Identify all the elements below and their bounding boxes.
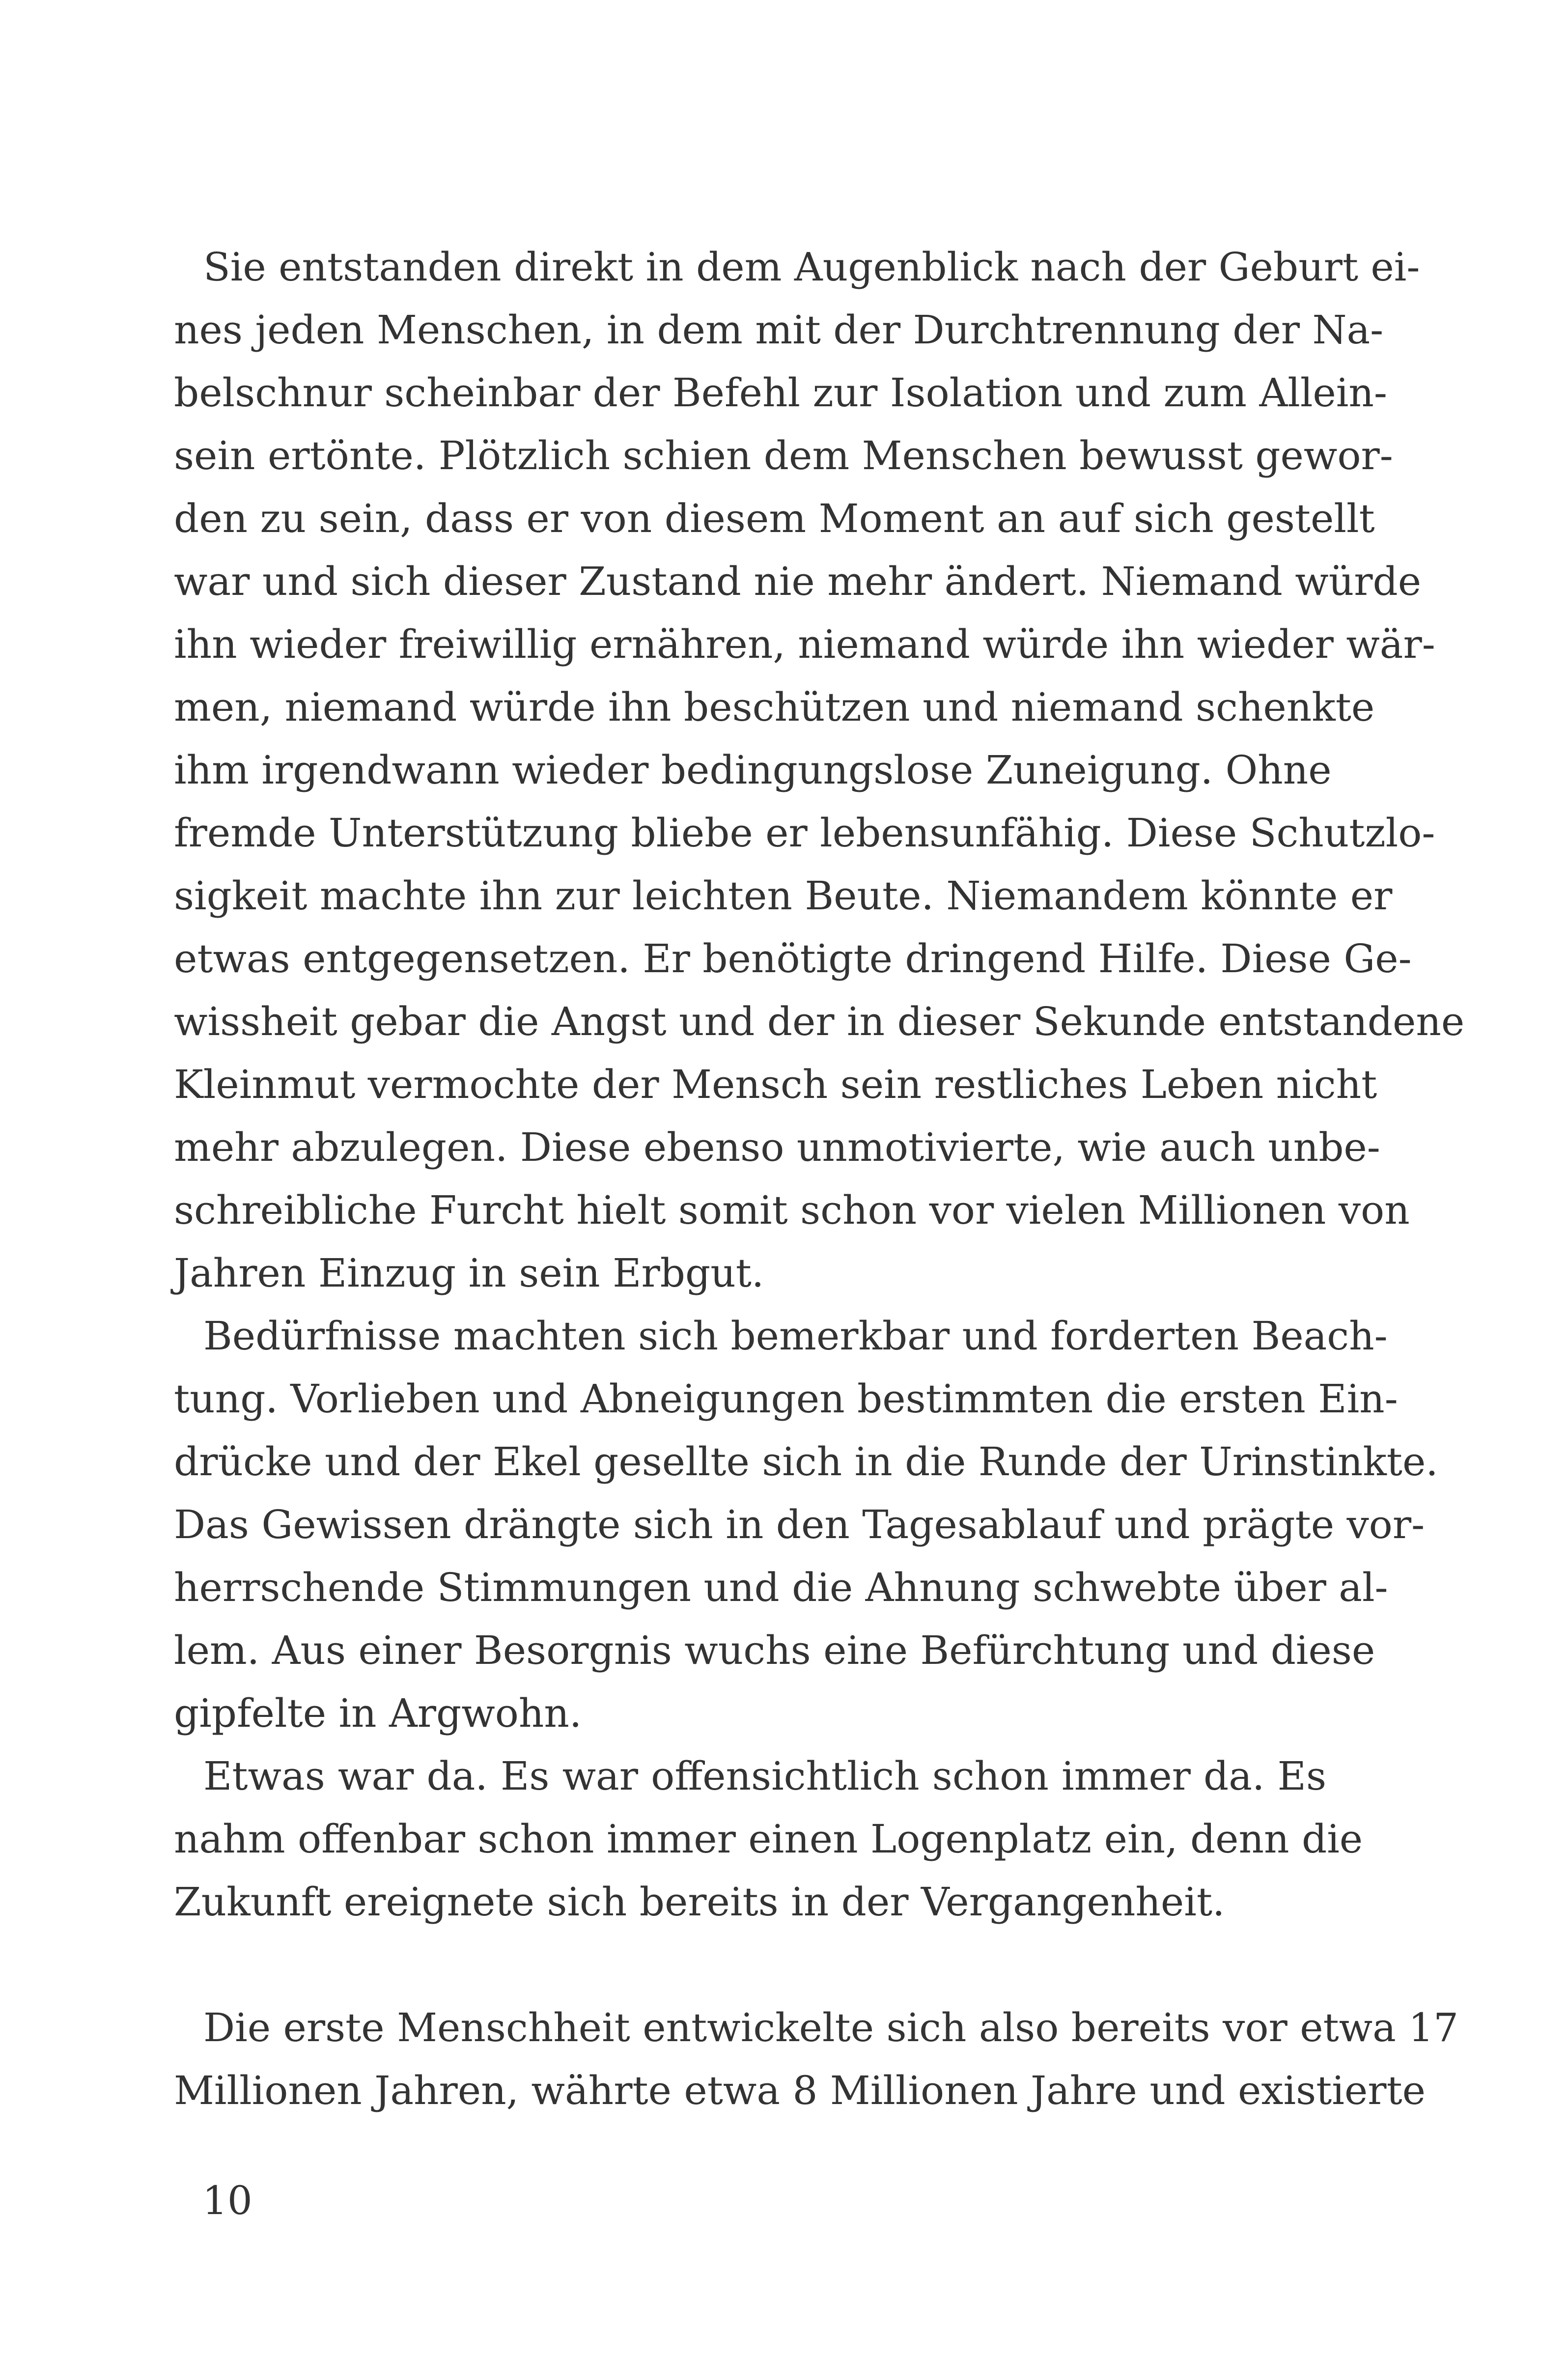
- body-text: [174, 236, 1465, 2122]
- text-line: belschnur scheinbar der Befehl zur Isolation und zum Allein-: [174, 370, 1387, 416]
- text-line: drücke und der Ekel gesellte sich in die Runde der Urinstinkte.: [174, 1439, 1438, 1485]
- text-line: gipfelte in Argwohn.: [174, 1690, 582, 1736]
- text-line: lem. Aus einer Besorgnis wuchs eine Befürchtung und diese: [174, 1628, 1375, 1673]
- text-line: schreibliche Furcht hielt somit schon vor vielen Millionen von: [174, 1187, 1410, 1233]
- text-line: Bedürfnisse machten sich bemerkbar und forderten Beach-: [203, 1313, 1388, 1359]
- text-line: Etwas war da. Es war offensichtlich schon immer da. Es: [203, 1753, 1326, 1799]
- text-line: ihm irgendwann wieder bedingungslose Zuneigung. Ohne: [174, 747, 1332, 793]
- text-line: ihn wieder freiwillig ernähren, niemand würde ihn wieder wär-: [174, 621, 1435, 667]
- text-line: Millionen Jahren, währte etwa 8 Millionen Jahre und existierte: [174, 2068, 1426, 2113]
- text-line: sigkeit machte ihn zur leichten Beute. Niemandem könnte er: [174, 873, 1393, 919]
- text-line: Zukunft ereignete sich bereits in der Vergangenheit.: [174, 1879, 1225, 1925]
- paragraph-3: [174, 1745, 1363, 1934]
- text-line: nes jeden Menschen, in dem mit der Durchtrennung der Na-: [174, 307, 1384, 353]
- text-line: herrschende Stimmungen und die Ahnung schwebte über al-: [174, 1565, 1388, 1610]
- text-line: wissheit gebar die Angst und der in dieser Sekunde entstandene: [174, 999, 1465, 1044]
- text-line: Die erste Menschheit entwickelte sich also bereits vor etwa 17: [203, 2005, 1459, 2050]
- section-break: [174, 1934, 1326, 1996]
- text-line: mehr abzulegen. Diese ebenso unmotivierte, wie auch unbe-: [174, 1124, 1380, 1170]
- text-line: Das Gewissen drängte sich in den Tagesablauf und prägte vor-: [174, 1502, 1425, 1547]
- text-line: nahm offenbar schon immer einen Logenplatz ein, denn die: [174, 1816, 1363, 1862]
- text-line: Sie entstanden direkt in dem Augenblick nach der Geburt ei-: [203, 244, 1420, 290]
- paragraph-2: [174, 1305, 1438, 1745]
- text-line: men, niemand würde ihn beschützen und niemand schenkte: [174, 684, 1375, 730]
- text-line: Kleinmut vermochte der Mensch sein restliches Leben nicht: [174, 1062, 1377, 1107]
- text-line: sein ertönte. Plötzlich schien dem Menschen bewusst gewor-: [174, 433, 1393, 478]
- text-line: tung. Vorlieben und Abneigungen bestimmten die ersten Ein-: [174, 1376, 1398, 1422]
- text-line: war und sich dieser Zustand nie mehr ändert. Niemand würde: [174, 559, 1422, 604]
- text-line: etwas entgegensetzen. Er benötigte dringend Hilfe. Diese Ge-: [174, 936, 1412, 982]
- text-line: den zu sein, dass er von diesem Moment an auf sich gestellt: [174, 496, 1375, 541]
- page-number: 10: [202, 2178, 252, 2223]
- text-line: fremde Unterstützung bliebe er lebensunfähig. Diese Schutzlo-: [174, 810, 1435, 856]
- paragraph-1: [174, 236, 1465, 1305]
- paragraph-4: [174, 1996, 1459, 2122]
- text-line: Jahren Einzug in sein Erbgut.: [174, 1250, 764, 1296]
